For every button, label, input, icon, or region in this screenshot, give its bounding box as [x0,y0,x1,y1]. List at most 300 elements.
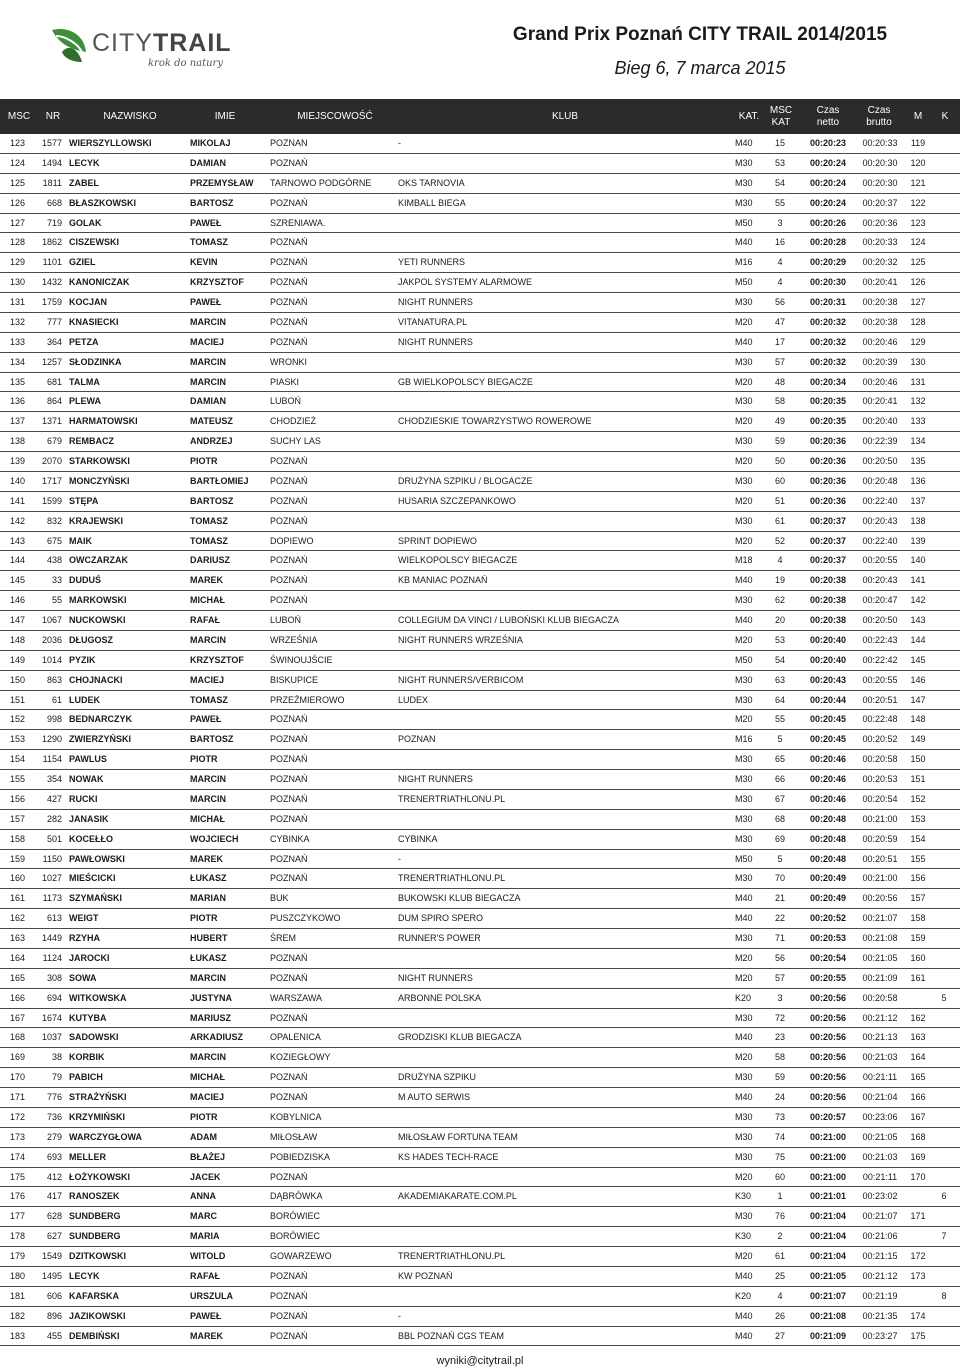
table-row [0,1327,960,1347]
cell-female-place [934,472,954,491]
page-header [0,0,960,98]
cell-first-name: MACIEJ [190,1092,225,1102]
cell-male-place: 159 [910,933,926,943]
cell-bib-number: 364 [46,336,62,347]
cell-category-place: 19 [774,575,785,586]
table-row [0,353,960,373]
cell-female-place [934,830,954,849]
cell-net-time: 00:20:56 [809,1052,847,1063]
cell-first-name: WITOLD [190,1251,226,1261]
cell-bib-number: 1154 [42,754,62,765]
cell-category: M30 [735,933,753,943]
cell-place: 138 [10,436,26,447]
table-row [0,651,960,671]
cell-city: POZNAŃ [270,336,308,347]
cell-gross-time: 00:20:46 [862,376,898,387]
cell-female-place [934,214,954,233]
cell-gross-time: 00:20:32 [862,257,898,268]
cell-surname: TALMA [69,376,100,387]
cell-net-time: 00:20:31 [809,297,847,307]
cell-male-place: 127 [910,297,926,307]
cell-net-time: 00:20:48 [809,853,847,864]
cell-first-name: URSZULA [190,1290,233,1301]
cell-city: POBIEDZISKA [270,1151,331,1162]
cell-female-place: 5 [941,992,947,1003]
cell-female-place [934,571,954,590]
cell-bib-number: 675 [46,535,62,546]
cell-city: PUSZCZYKOWO [270,913,341,924]
cell-male-place: 154 [910,833,926,844]
cell-surname: SŁODZINKA [69,356,122,367]
cell-place: 170 [10,1072,26,1083]
cell-club: KB MANIAC POZNAŃ [398,575,488,586]
cell-bib-number: 1599 [41,495,62,506]
cell-category-place: 65 [774,754,785,765]
cell-bib-number: 1674 [41,1012,62,1023]
cell-place: 142 [10,515,26,526]
cell-bib-number: 455 [46,1330,62,1341]
cell-category-place: 69 [774,833,785,844]
cell-gross-time: 00:22:40 [862,495,898,506]
cell-surname: RANOSZEK [69,1191,120,1202]
cell-first-name: BARTOSZ [190,734,234,745]
cell-net-time: 00:21:00 [809,1171,847,1182]
cell-first-name: MACIEJ [190,336,225,347]
cell-gross-time: 00:21:19 [862,1290,898,1301]
table-row [0,472,960,492]
cell-place: 137 [10,416,26,427]
cell-club: GB WIELKOPOLSCY BIEGACZE [398,376,533,387]
cell-surname: DŁUGOSZ [69,634,113,645]
cell-bib-number: 694 [46,992,62,1003]
cell-female-place [934,353,954,372]
cell-category-place: 57 [774,972,785,983]
cell-bib-number: 38 [51,1052,62,1063]
cell-club: OKS TARNOVIA [398,177,465,188]
cell-bib-number: 1371 [41,416,62,427]
cell-gross-time: 00:20:59 [862,833,898,844]
cell-surname: GOLAK [69,217,102,228]
cell-surname: MIEŚCICKI [69,873,116,884]
cell-female-place [934,154,954,173]
cell-club: MIŁOSŁAW FORTUNA TEAM [398,1131,518,1142]
cell-category-place: 49 [774,416,785,427]
cell-female-place [934,373,954,392]
cell-net-time: 00:20:43 [809,674,847,685]
cell-category-place: 23 [774,1032,785,1043]
cell-category-place: 55 [774,714,785,725]
cell-net-time: 00:20:44 [809,694,847,705]
cell-club: VITANATURA.PL [398,316,468,327]
table-row [0,452,960,472]
cell-net-time: 00:20:38 [809,615,847,625]
cell-male-place: 156 [910,873,926,884]
cell-city: GOWARZEWO [270,1251,332,1261]
cell-city: POZNAŃ [270,734,308,745]
cell-gross-time: 00:20:50 [862,456,898,466]
cell-net-time: 00:20:24 [809,157,847,168]
cell-net-time: 00:21:04 [809,1211,847,1222]
table-row [0,392,960,412]
cell-bib-number: 777 [46,316,62,327]
cell-first-name: BARTOSZ [190,197,234,208]
cell-city: WRZEŚNIA [270,634,318,645]
cell-gross-time: 00:20:30 [862,177,898,188]
table-row [0,929,960,949]
cell-category: M20 [735,376,753,387]
cell-surname: JAZIKOWSKI [69,1310,126,1321]
cell-category: M20 [735,416,753,427]
cell-surname: KRAJEWSKI [69,515,124,526]
cell-place: 161 [10,893,26,904]
cell-bib-number: 308 [46,972,62,983]
cell-bib-number: 427 [46,793,62,804]
cell-city: ŚREM [270,933,297,943]
cell-gross-time: 00:22:39 [862,436,898,447]
cell-surname: LECYK [69,157,100,168]
cell-male-place: 133 [910,416,926,427]
cell-surname: DUDUŚ [69,575,102,586]
cell-surname: SADOWSKI [69,1032,119,1043]
cell-female-place [934,134,954,153]
table-row [0,432,960,452]
cell-bib-number: 1717 [41,475,62,486]
cell-place: 145 [10,575,26,586]
cell-first-name: MAREK [190,575,223,586]
table-row [0,1148,960,1168]
table-row [0,154,960,174]
cell-city: BUK [270,893,289,904]
cell-male-place: 132 [910,396,926,407]
cell-place: 157 [10,813,26,824]
cell-net-time: 00:20:26 [809,217,847,228]
cell-place: 179 [10,1251,26,1261]
cell-male-place: 149 [910,734,926,745]
cell-male-place: 138 [910,515,926,526]
cell-category: M40 [735,1092,753,1102]
cell-category: M40 [735,1310,753,1321]
table-row [0,1028,960,1048]
cell-city: POZNAŃ [270,277,308,288]
cell-first-name: ANNA [190,1191,216,1202]
cell-first-name: KRZYSZTOF [190,654,244,665]
cell-gross-time: 00:20:54 [862,793,898,804]
cell-category-place: 61 [774,1251,785,1261]
cell-club: - [398,138,401,148]
col-m: M [913,110,923,122]
cell-place: 132 [10,316,26,327]
table-row [0,1307,960,1327]
cell-surname: WITKOWSKA [69,992,127,1003]
col-miejscowosc: MIEJSCOWOŚĆ [297,110,373,122]
cell-category-place: 61 [774,515,785,526]
cell-net-time: 00:20:36 [809,495,847,506]
cell-city: POZNAŃ [270,714,308,725]
cell-first-name: KEVIN [190,257,218,268]
cell-female-place [934,174,954,193]
cell-gross-time: 00:22:43 [862,634,898,645]
table-row [0,194,960,214]
cell-surname: MARKOWSKI [69,595,127,606]
col-k: K [941,110,949,122]
cell-surname: KANONICZAK [69,277,130,288]
cell-male-place: 144 [910,634,926,645]
cell-female-place [934,591,954,610]
cell-bib-number: 1173 [42,893,62,904]
cell-place: 131 [10,297,26,307]
cell-male-place: 170 [910,1171,926,1182]
cell-club: NIGHT RUNNERS/VERBICOM [398,674,524,685]
cell-male-place: 148 [910,714,926,725]
cell-bib-number: 1290 [41,734,62,745]
cell-net-time: 00:20:35 [809,396,847,407]
cell-bib-number: 438 [46,555,62,566]
cell-category-place: 72 [774,1012,785,1023]
cell-surname: BEDNARCZYK [69,714,132,725]
cell-category-place: 60 [774,1171,785,1182]
cell-category-place: 20 [774,615,785,625]
cell-city: POZNAŃ [270,793,308,804]
cell-category: M20 [735,634,753,645]
cell-bib-number: 613 [46,913,62,924]
cell-net-time: 00:21:09 [809,1330,847,1341]
cell-first-name: JACEK [190,1171,221,1182]
cell-category-place: 70 [774,873,785,884]
cell-category: M20 [735,1052,753,1063]
table-row [0,1108,960,1128]
cell-place: 162 [10,913,26,924]
cell-male-place: 166 [910,1092,926,1102]
cell-first-name: JUSTYNA [190,992,233,1003]
table-row [0,671,960,691]
cell-category-place: 75 [774,1151,785,1162]
cell-bib-number: 1432 [41,277,62,288]
cell-male-place: 161 [910,972,926,983]
cell-first-name: HUBERT [190,933,228,943]
cell-category-place: 15 [774,138,785,148]
cell-category: K20 [735,992,752,1003]
cell-male-place: 171 [910,1211,926,1222]
cell-bib-number: 61 [51,694,62,705]
cell-place: 141 [10,495,26,506]
cell-bib-number: 679 [46,436,62,447]
cell-category: M30 [735,396,753,407]
cell-club: GRODZISKI KLUB BIEGACZA [398,1032,522,1043]
cell-club: COLLEGIUM DA VINCI / LUBOŃSKI KLUB BIEGACZA [398,615,620,625]
cell-male-place [903,989,933,1008]
cell-club: KIMBALL BIEGA [398,197,466,208]
table-row [0,1048,960,1068]
table-row [0,830,960,850]
cell-gross-time: 00:21:12 [862,1270,898,1281]
cell-female-place [934,969,954,988]
cell-net-time: 00:20:46 [809,793,847,804]
cell-category: M30 [735,297,753,307]
cell-gross-time: 00:20:40 [862,416,898,427]
table-row [0,1187,960,1207]
cell-gross-time: 00:20:50 [862,615,898,625]
cell-club: POZNAN [398,734,436,745]
cell-gross-time: 00:20:36 [862,217,898,228]
cell-bib-number: 668 [46,197,62,208]
cell-category: M20 [735,972,753,983]
col-kat: KAT. [738,110,760,122]
cell-female-place [934,412,954,431]
cell-first-name: ADAM [190,1131,217,1142]
cell-city: POZNAŃ [270,1310,308,1321]
cell-male-place: 151 [910,774,926,784]
cell-city: KOZIEGŁOWY [270,1052,331,1063]
col-czas-netto: Czas netto [816,104,840,128]
cell-gross-time: 00:20:33 [862,138,898,148]
cell-bib-number: 832 [46,515,62,526]
cell-place: 144 [10,555,26,566]
cell-place: 140 [10,475,26,486]
cell-net-time: 00:20:55 [809,972,847,983]
cell-surname: PAWŁOWSKI [69,853,125,864]
cell-gross-time: 00:21:13 [862,1032,898,1043]
cell-net-time: 00:21:05 [809,1270,847,1281]
cell-gross-time: 00:20:43 [862,515,898,526]
cell-male-place: 152 [910,793,926,804]
table-row [0,1009,960,1029]
page-title: Grand Prix Poznań CITY TRAIL 2014/2015 [512,24,888,45]
cell-gross-time: 00:20:52 [862,734,898,745]
cell-surname: LECYK [69,1270,100,1281]
cell-category: M30 [735,873,753,884]
cell-female-place: 6 [941,1191,947,1202]
table-row [0,611,960,631]
cell-gross-time: 00:20:51 [862,694,898,705]
cell-category: M30 [735,1012,753,1023]
cell-category: M16 [735,734,753,745]
cell-category: M16 [735,257,753,268]
cell-first-name: MARCIN [190,1052,226,1063]
cell-bib-number: 627 [46,1231,62,1242]
table-row [0,1247,960,1267]
cell-club: NIGHT RUNNERS [398,297,473,307]
footer-email: wyniki@citytrail.pl [436,1355,524,1367]
table-row [0,313,960,333]
cell-first-name: MICHAŁ [190,595,225,606]
cell-category: M40 [735,913,753,924]
cell-place: 183 [10,1330,26,1341]
cell-club: SPRINT DOPIEWO [398,535,477,546]
cell-bib-number: 628 [46,1211,62,1222]
cell-city: POZNAŃ [270,575,308,586]
cell-bib-number: 1150 [42,853,62,864]
cell-first-name: DAMIAN [190,396,226,407]
cell-category-place: 4 [777,555,783,566]
cell-female-place [934,1148,954,1167]
cell-category-place: 26 [774,1310,785,1321]
table-row [0,293,960,313]
cell-female-place [934,1168,954,1187]
cell-place: 125 [10,177,26,188]
cell-category-place: 55 [774,197,785,208]
cell-gross-time: 00:20:55 [862,674,898,685]
cell-place: 181 [10,1290,26,1301]
cell-first-name: MARIA [190,1231,220,1242]
cell-place: 153 [10,734,26,745]
cell-category: M40 [735,615,753,625]
cell-male-place [903,1287,933,1306]
cell-bib-number: 354 [46,774,62,784]
cell-city: POZNAŃ [270,1012,308,1023]
cell-female-place [934,730,954,749]
cell-female-place [934,790,954,809]
cell-city: POZNAŃ [270,853,308,864]
cell-category-place: 22 [774,913,785,924]
cell-female-place [934,949,954,968]
cell-surname: LUDEK [69,694,100,705]
cell-first-name: BŁAŻEJ [190,1151,226,1162]
cell-club: CYBINKA [398,833,438,844]
cell-net-time: 00:20:37 [809,555,847,566]
cell-category: M30 [735,674,753,685]
cell-category-place: 53 [774,157,785,168]
cell-female-place [934,651,954,670]
cell-male-place: 135 [910,456,926,466]
cell-place: 165 [10,972,26,983]
cell-bib-number: 693 [46,1151,62,1162]
cell-category-place: 74 [774,1131,785,1142]
cell-gross-time: 00:21:04 [862,1092,898,1102]
cell-club: KW POZNAŃ [398,1270,453,1281]
cell-gross-time: 00:21:35 [862,1310,898,1321]
cell-place: 127 [10,217,26,228]
cell-bib-number: 279 [46,1131,62,1142]
cell-place: 129 [10,257,26,268]
cell-place: 146 [10,595,26,606]
cell-city: BISKUPICE [270,674,319,685]
cell-place: 128 [10,237,26,248]
cell-surname: SUNDBERG [69,1211,121,1222]
cell-first-name: BARTOSZ [190,495,234,506]
cell-city: WRONKI [270,356,307,367]
cell-category-place: 4 [777,257,783,268]
cell-category: M20 [735,1171,753,1182]
table-row [0,1267,960,1287]
cell-surname: STARKOWSKI [69,456,130,466]
cell-female-place [934,551,954,570]
cell-category-place: 4 [777,277,783,288]
cell-category-place: 51 [774,495,785,506]
cell-category-place: 64 [774,694,785,705]
cell-net-time: 00:20:40 [809,654,847,665]
table-row [0,273,960,293]
cell-surname: STRAŻYŃSKI [69,1092,127,1102]
cell-city: POZNAŃ [270,297,308,307]
cell-female-place [934,452,954,471]
cell-city: POZNAŃ [270,595,308,606]
col-msc: MSC [7,110,31,122]
cell-first-name: ARKADIUSZ [190,1032,243,1043]
cell-gross-time: 00:22:48 [862,714,898,725]
cell-category: M40 [735,893,753,904]
cell-place: 152 [10,714,26,725]
cell-female-place [934,233,954,252]
cell-category: M20 [735,456,753,466]
cell-surname: KRZYMIŃSKI [69,1111,125,1122]
cell-first-name: PIOTR [190,913,218,924]
cell-male-place: 131 [910,376,926,387]
cell-net-time: 00:20:36 [809,475,847,486]
cell-category: M50 [735,654,753,665]
cell-net-time: 00:21:04 [809,1231,847,1242]
cell-place: 167 [10,1012,26,1023]
cell-category-place: 50 [774,456,785,466]
